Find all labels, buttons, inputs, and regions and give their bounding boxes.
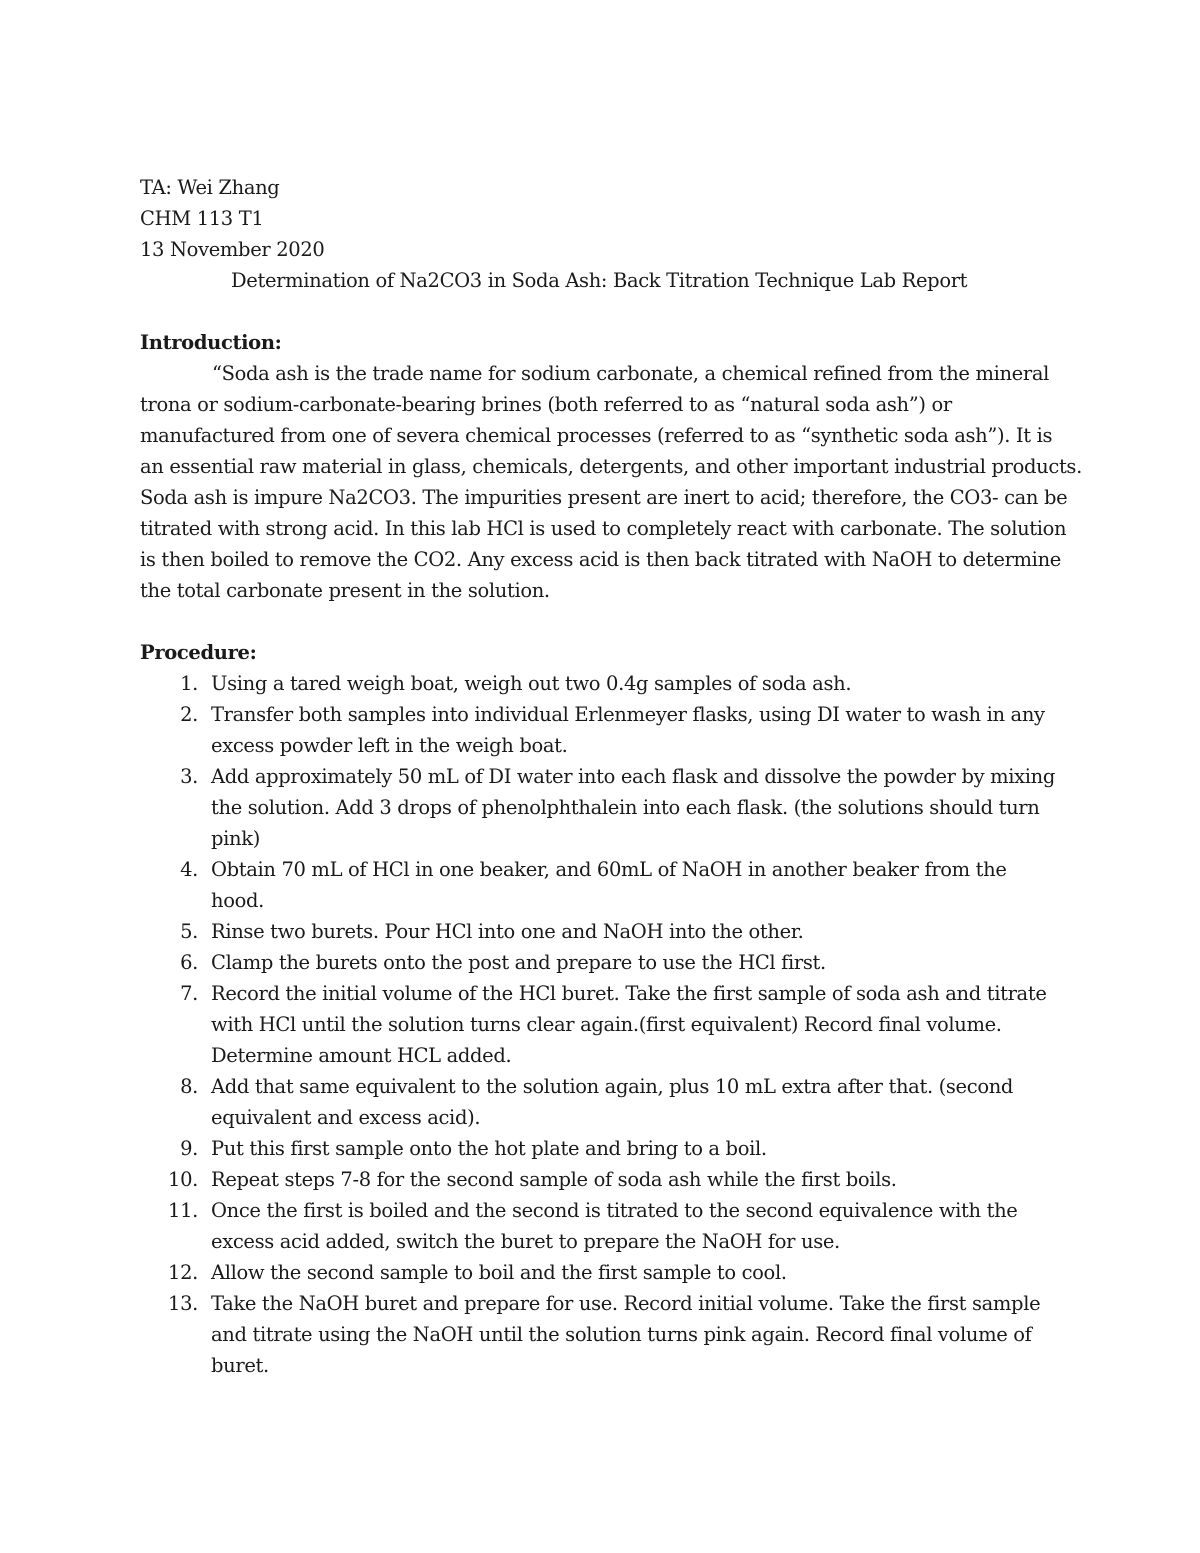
step-text: and titrate using the NaOH until the solution turns pink again. Record final volume of	[211, 1323, 1032, 1346]
step-number: 11.	[168, 1199, 198, 1222]
introduction-line: the total carbonate present in the solution.	[140, 579, 550, 602]
step-text: excess acid added, switch the buret to prepare the NaOH for use.	[211, 1230, 840, 1253]
introduction-line: Soda ash is impure Na2CO3. The impurities present are inert to acid; therefore, the CO3- can be	[140, 486, 1068, 509]
step-text: Allow the second sample to boil and the first sample to cool.	[211, 1261, 787, 1284]
introduction-heading: Introduction:	[140, 331, 282, 354]
step-text: equivalent and excess acid).	[211, 1106, 481, 1129]
procedure-step	[140, 1195, 1060, 1257]
step-text: Put this first sample onto the hot plate and bring to a boil.	[211, 1137, 767, 1160]
step-number: 3.	[180, 765, 198, 788]
introduction-line: trona or sodium-carbonate-bearing brines (both referred to as “natural soda ash”) or	[140, 393, 952, 416]
procedure-step	[140, 1288, 1060, 1381]
step-text: Transfer both samples into individual Erlenmeyer flasks, using DI water to wash in any	[211, 703, 1045, 726]
procedure-step	[140, 916, 1060, 947]
step-text: Add approximately 50 mL of DI water into each flask and dissolve the powder by mixing	[211, 765, 1056, 788]
procedure-step	[140, 699, 1060, 761]
procedure-step	[140, 947, 1060, 978]
step-number: 12.	[168, 1261, 198, 1284]
ta-line: TA: Wei Zhang	[140, 176, 280, 199]
step-text: buret.	[211, 1354, 269, 1377]
report-title: Determination of Na2CO3 in Soda Ash: Back Titration Technique Lab Report	[231, 269, 968, 292]
introduction-line: an essential raw material in glass, chemicals, detergents, and other important industrial products.	[140, 455, 1082, 478]
step-number: 7.	[180, 982, 198, 1005]
step-text: Obtain 70 mL of HCl in one beaker, and 60mL of NaOH in another beaker from the	[211, 858, 1007, 881]
step-number: 9.	[180, 1137, 198, 1160]
step-text: Add that same equivalent to the solution again, plus 10 mL extra after that. (second	[211, 1075, 1014, 1098]
step-text: Repeat steps 7-8 for the second sample of soda ash while the first boils.	[211, 1168, 897, 1191]
date-line: 13 November 2020	[140, 238, 325, 261]
procedure-step	[140, 761, 1060, 854]
introduction-line: manufactured from one of severa chemical processes (referred to as “synthetic soda ash”). It is	[140, 424, 1053, 447]
procedure-step	[140, 1133, 1060, 1164]
step-text: Once the first is boiled and the second is titrated to the second equivalence with the	[211, 1199, 1018, 1222]
step-number: 5.	[180, 920, 198, 943]
step-text: Rinse two burets. Pour HCl into one and NaOH into the other.	[211, 920, 804, 943]
step-number: 1.	[180, 672, 198, 695]
step-number: 13.	[168, 1292, 198, 1315]
procedure-step	[140, 1257, 1060, 1288]
introduction-line: “Soda ash is the trade name for sodium carbonate, a chemical refined from the mineral	[212, 362, 1050, 385]
step-number: 4.	[180, 858, 198, 881]
step-text: the solution. Add 3 drops of phenolphthalein into each flask. (the solutions should turn	[211, 796, 1040, 819]
procedure-list	[140, 668, 1060, 1381]
procedure-step	[140, 668, 1060, 699]
step-number: 6.	[180, 951, 198, 974]
step-number: 10.	[168, 1168, 198, 1191]
document-body	[140, 172, 1082, 1381]
step-number: 2.	[180, 703, 198, 726]
introduction-paragraph	[140, 358, 1082, 606]
procedure-step	[140, 1164, 1060, 1195]
step-number: 8.	[180, 1075, 198, 1098]
introduction-line: is then boiled to remove the CO2. Any excess acid is then back titrated with NaOH to determine	[140, 548, 1061, 571]
step-text: with HCl until the solution turns clear again.(first equivalent) Record final volume.	[211, 1013, 1002, 1036]
step-text: Take the NaOH buret and prepare for use. Record initial volume. Take the first sample	[211, 1292, 1041, 1315]
step-text: Clamp the burets onto the post and prepare to use the HCl first.	[211, 951, 826, 974]
step-text: excess powder left in the weigh boat.	[211, 734, 568, 757]
step-text: Using a tared weigh boat, weigh out two 0.4g samples of soda ash.	[211, 672, 852, 695]
step-text: Record the initial volume of the HCl buret. Take the first sample of soda ash and titrate	[211, 982, 1047, 1005]
procedure-step	[140, 1071, 1060, 1133]
procedure-step	[140, 978, 1060, 1071]
step-text: hood.	[211, 889, 264, 912]
step-text: Determine amount HCL added.	[211, 1044, 512, 1067]
procedure-step	[140, 854, 1060, 916]
introduction-line: titrated with strong acid. In this lab HCl is used to completely react with carbonate. The solution	[140, 517, 1067, 540]
procedure-heading: Procedure:	[140, 641, 257, 664]
course-line: CHM 113 T1	[140, 207, 264, 230]
step-text: pink)	[211, 827, 260, 850]
